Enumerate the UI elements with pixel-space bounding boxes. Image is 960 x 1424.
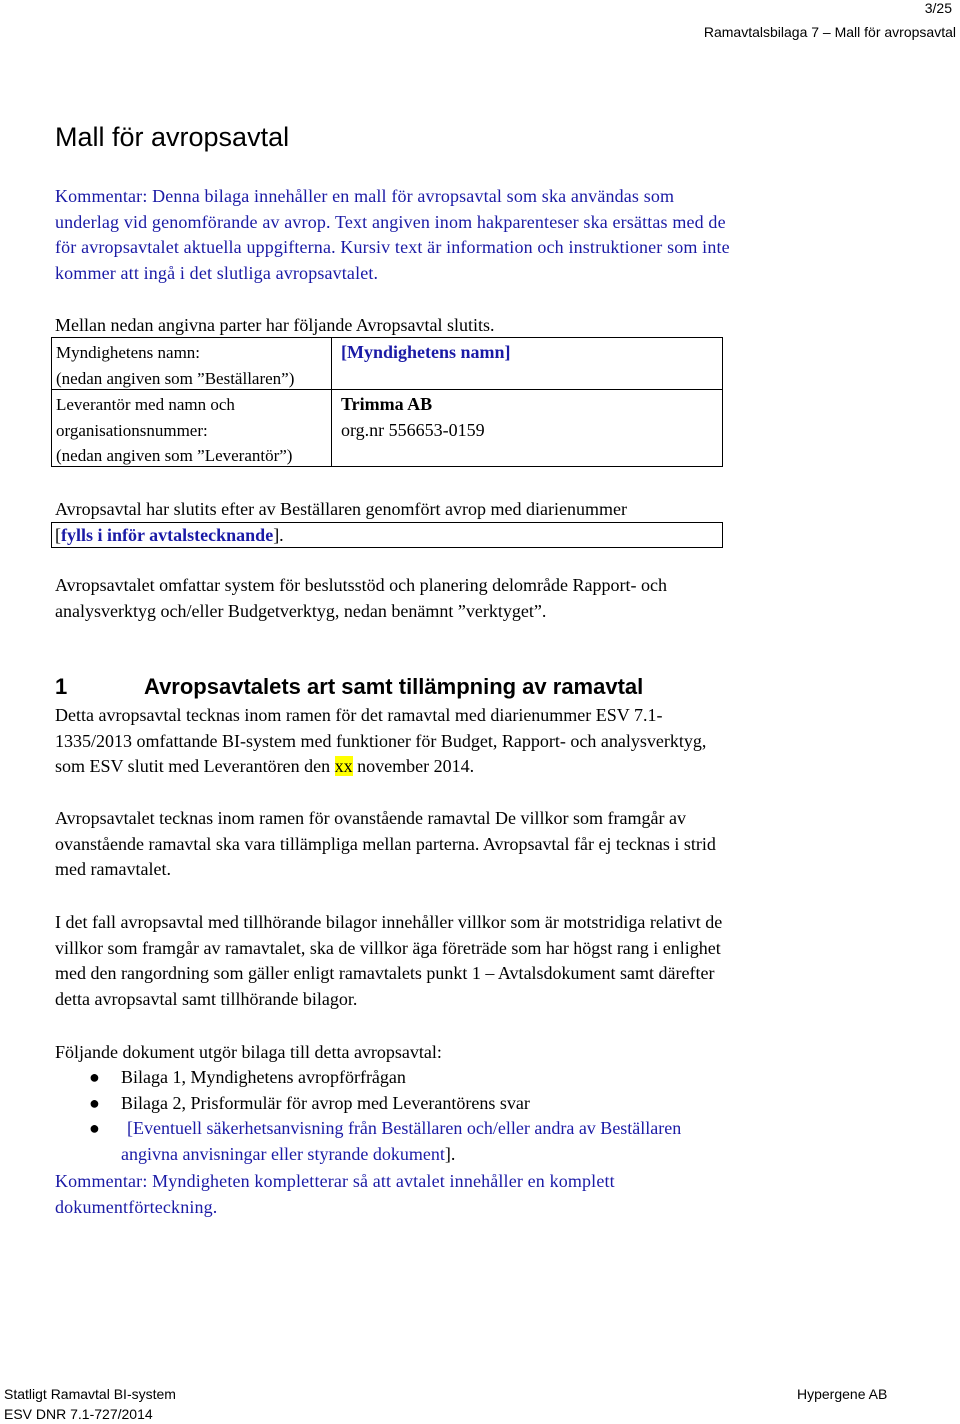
- supplier-org-number: org.nr 556653-0159: [341, 419, 485, 440]
- table-cell-authority-value: [341, 340, 511, 366]
- intro-comment-line: underlag vid genomförande av avrop. Text angiven inom hakparenteser ska ersättas med de: [55, 211, 726, 232]
- list-item: [89, 1116, 682, 1167]
- list-item: [89, 1091, 681, 1117]
- paragraph-line: med ramavtalet.: [55, 859, 171, 880]
- list-item-text: Bilaga 1, Myndighetens avropförfrågan: [121, 1067, 406, 1087]
- parties-table: [51, 337, 723, 467]
- comment-line: Kommentar: Myndigheten kompletterar så att avtalet innehåller en komplett: [55, 1171, 615, 1191]
- comment-line: dokumentförteckning.: [55, 1196, 218, 1217]
- section-1-paragraph-2: [55, 806, 716, 883]
- bullet-icon: ●: [89, 1067, 100, 1087]
- table-cell-authority-label: [56, 340, 294, 391]
- intro-comment: [55, 184, 935, 286]
- intro-comment-line: kommer att ingå i det slutliga avropsavtalet.: [55, 262, 379, 283]
- list-item-text-run: angivna anvisningar eller styrande dokument: [121, 1143, 445, 1164]
- diary-number-placeholder: fylls i inför avtalstecknande: [61, 525, 274, 545]
- paragraph-line: detta avropsavtal samt tillhörande bilagor.: [55, 988, 358, 1009]
- footer-left: [4, 1384, 176, 1424]
- footer-right: Hypergene AB: [797, 1386, 888, 1402]
- text-run: som ESV slutit med Leverantören den: [55, 756, 335, 777]
- cell-line: (nedan angiven som ”Beställaren”): [56, 368, 295, 388]
- bullet-icon: ●: [89, 1092, 100, 1113]
- bracket: ].: [273, 525, 284, 545]
- intro-comment-line: för avropsavtalet aktuella uppgifterna. Kursiv text är information och instruktioner som inte: [55, 237, 730, 257]
- section-1-paragraph-3: [55, 910, 722, 1012]
- list-item-text: [121, 1142, 681, 1168]
- scope-line: Avropsavtalet omfattar system för beslutsstöd och planering delområde Rapport- och: [55, 575, 667, 595]
- list-item-text: Bilaga 2, Prisformulär för avrop med Leverantörens svar: [121, 1092, 530, 1113]
- cell-line: Myndighetens namn:: [56, 343, 201, 362]
- bracket: ].: [444, 1143, 456, 1164]
- footer-line: Statligt Ramavtal BI-system: [4, 1386, 176, 1402]
- paragraph-line: villkor som framgår av ramavtalet, ska de villkor äga företräde som har högst rang i enlighet: [55, 937, 721, 958]
- page-number: 3/25: [924, 0, 952, 16]
- cell-line: Leverantör med namn och: [56, 395, 235, 414]
- attachments-intro: Följande dokument utgör bilaga till detta avropsavtal:: [55, 1042, 442, 1062]
- highlighted-day: xx: [334, 756, 353, 777]
- running-header: Ramavtalsbilaga 7 – Mall för avropsavtal: [703, 24, 956, 40]
- supplier-name: Trimma AB: [341, 394, 433, 414]
- paragraph-line: med den rangordning som gäller enligt ramavtalets punkt 1 – Avtalsdokument samt därefter: [55, 963, 715, 984]
- diary-number-line: [55, 523, 284, 549]
- text-run: november 2014.: [352, 756, 475, 777]
- footer-line: ESV DNR 7.1-727/2014: [4, 1406, 153, 1422]
- scope-paragraph: [55, 573, 667, 624]
- paragraph-line: Detta avropsavtal tecknas inom ramen för det ramavtal med diarienummer ESV 7.1-: [55, 705, 663, 725]
- document-title: Mall för avropsavtal: [55, 122, 290, 152]
- attachments-list: [89, 1065, 682, 1167]
- bracket: [: [55, 525, 61, 545]
- cell-line: organisationsnummer:: [56, 420, 208, 440]
- diary-paragraph: [55, 497, 627, 523]
- table-cell-supplier-value: [341, 392, 485, 443]
- paragraph-line: I det fall avropsavtal med tillhörande bilagor innehåller villkor som är motstridiga relativt de: [55, 912, 723, 932]
- table-column-divider: [331, 338, 332, 466]
- section-title: Avropsavtalets art samt tillämpning av ramavtal: [144, 674, 644, 699]
- diary-line: Avropsavtal har slutits efter av Beställaren genomfört avrop med diarienummer: [55, 499, 627, 519]
- cell-line: (nedan angiven som ”Leverantör”): [56, 446, 293, 466]
- paragraph-line: ovanstående ramavtal ska vara tillämpliga mellan parterna. Avropsavtal får ej tecknas i strid: [55, 833, 716, 854]
- table-cell-supplier-label: [56, 392, 292, 469]
- section-number: 1: [55, 674, 68, 699]
- list-item-text: [Eventuell säkerhetsanvisning från Beställaren och/eller andra av Beställaren: [127, 1118, 682, 1139]
- paragraph-line: [55, 754, 706, 780]
- scope-line: analysverktyg och/eller Budgetverktyg, nedan benämnt ”verktyget”.: [55, 600, 547, 621]
- intro-comment-line: Kommentar: Denna bilaga innehåller en mall för avropsavtal som ska användas som: [55, 186, 675, 206]
- authority-name-placeholder: [Myndighetens namn]: [341, 342, 511, 362]
- parties-intro: Mellan nedan angivna parter har följande Avropsavtal slutits.: [55, 315, 495, 335]
- paragraph-line: 1335/2013 omfattande BI-system med funktioner för Budget, Rapport- och analysverktyg,: [55, 730, 707, 751]
- list-item: [89, 1065, 681, 1091]
- paragraph-line: Avropsavtalet tecknas inom ramen för ovanstående ramavtal De villkor som framgår av: [55, 808, 686, 828]
- section-1-paragraph-1: [55, 703, 706, 780]
- section-1-heading: [55, 673, 644, 701]
- bullet-icon: ●: [89, 1118, 100, 1139]
- closing-comment: [55, 1169, 615, 1220]
